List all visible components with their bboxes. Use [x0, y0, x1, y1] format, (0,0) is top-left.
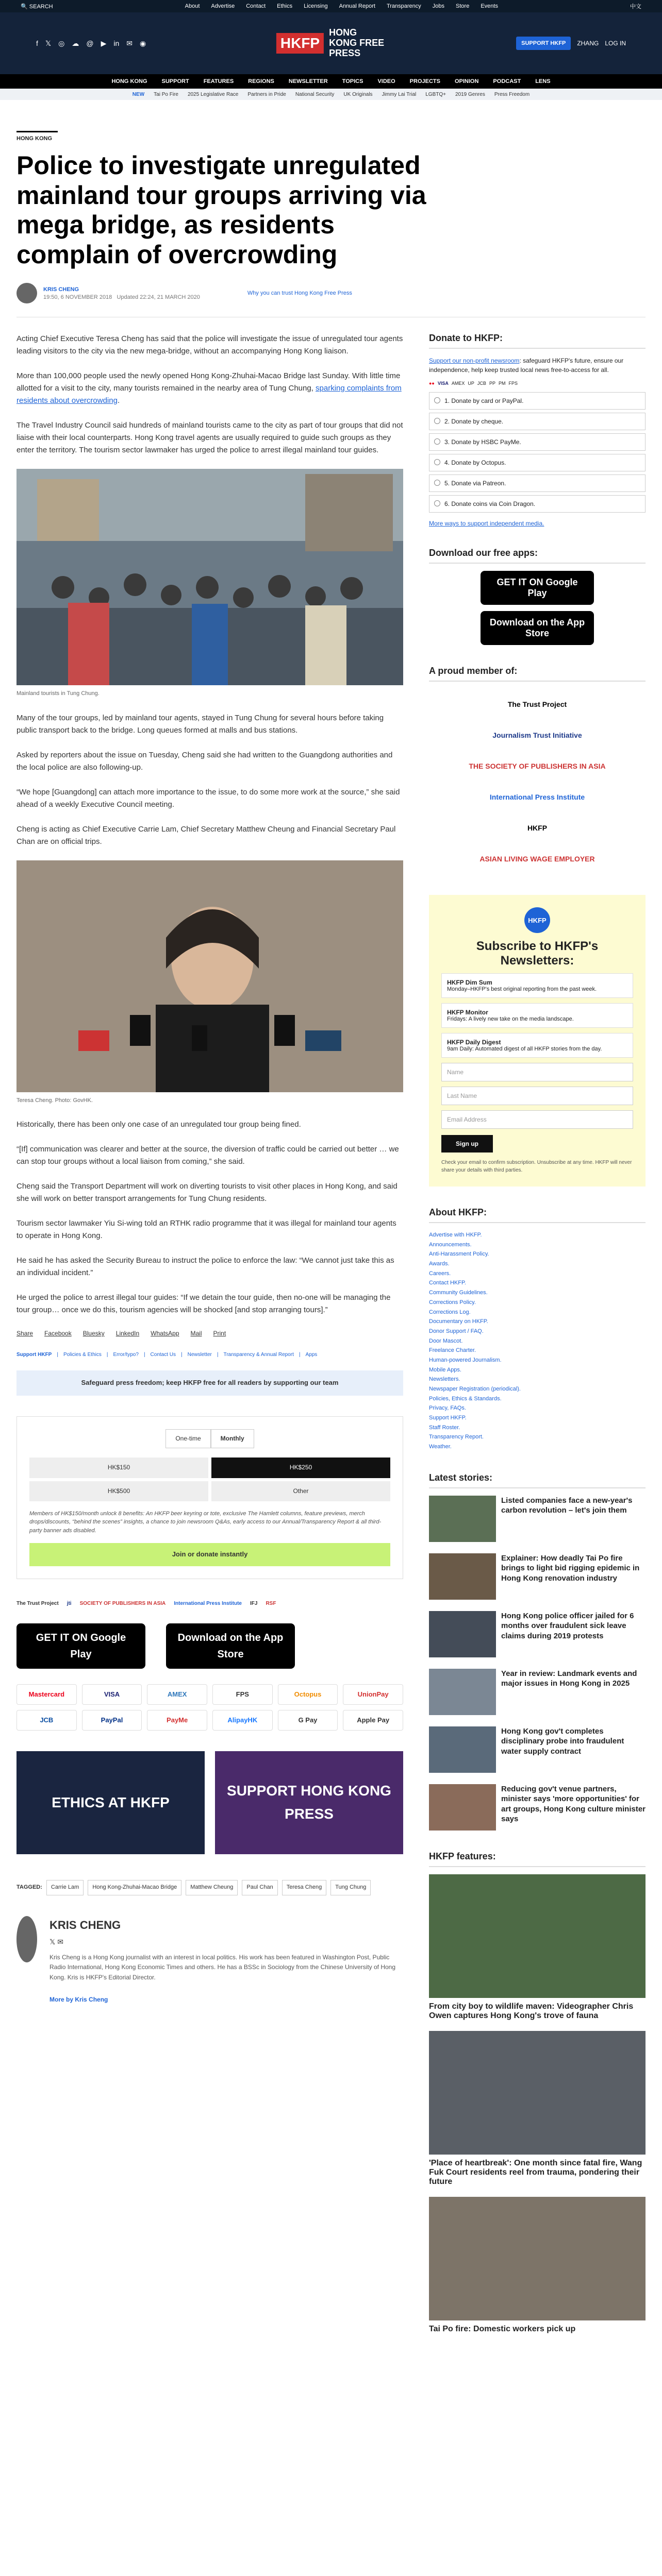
author-photo [16, 1916, 37, 1962]
app-store-badge[interactable]: Download on the App Store [166, 1623, 295, 1669]
app-store-badge[interactable]: Download on the App Store [481, 611, 594, 645]
tag-link[interactable]: UK Originals [343, 91, 373, 97]
hkfp-logo-badge: HKFP [524, 907, 550, 933]
about-link[interactable]: Corrections Log. [429, 1309, 471, 1315]
member-logo: Journalism Trust Initiative [492, 731, 582, 739]
footer-link[interactable]: Contact Us [150, 1352, 176, 1358]
about-link[interactable]: Contact HKFP. [429, 1280, 466, 1286]
top-link-annual-report[interactable]: Annual Report [339, 3, 375, 9]
fps-icon: FPS [212, 1684, 273, 1705]
article-title: Police to investigate unregulated mainland tour groups arriving via mega bridge, as residents complain of overcrowding [16, 151, 426, 269]
member-logo: ASIAN LIVING WAGE EMPLOYER [479, 855, 595, 863]
member-logo: The Trust Project [16, 1601, 59, 1607]
more-by-author-link[interactable]: More by Kris Cheng [49, 1995, 108, 2003]
fps-icon: FPS [508, 381, 518, 386]
article-tag[interactable]: Carrie Lam [46, 1880, 84, 1895]
byline-text [43, 286, 200, 300]
nav-opinion[interactable]: OPINION [454, 78, 479, 84]
donation-option[interactable]: 1. Donate by card or PayPal. [429, 392, 646, 410]
article-tag[interactable]: Tung Chung [330, 1880, 371, 1895]
article-body [16, 333, 403, 2344]
footer-link[interactable]: Error/typo? [113, 1352, 139, 1358]
paragraph: Asked by reporters about the issue on Tuesday, Cheng said she had written to the Guangdong authorities and the local police are also following-up. [16, 750, 393, 772]
language-link[interactable]: 中文 [630, 4, 641, 10]
membership-logos [16, 1600, 403, 1608]
paragraph: He said he has asked the Security Bureau to instruct the police to enforce the law: “We cannot just take this as an individual incident.” [16, 1256, 394, 1278]
latest-story[interactable]: Listed companies face a new-year's carbon revolution – let's join them [429, 1496, 646, 1542]
subscribe-heading: Subscribe to HKFP's Newsletters: [476, 939, 599, 968]
updated-date: Updated 22:24, 21 MARCH 2020 [117, 294, 200, 300]
share-bluesky[interactable]: Bluesky [82, 1330, 105, 1337]
paragraph: Many of the tour groups, led by mainland tour agents, stayed in Tung Chung for several hours before taking public transport back to the bridge. Long queues formed at malls and bus stations. [16, 713, 384, 735]
x-icon[interactable]: 𝕏 [49, 1937, 56, 1946]
top-link-about[interactable]: About [185, 3, 200, 9]
tag-link[interactable]: Partners in Pride [247, 91, 286, 97]
share-linkedin[interactable]: LinkedIn [115, 1330, 140, 1337]
subscribe-note: Check your email to confirm subscription. Unsubscribe at any time. HKFP will never share your details with third parties. [441, 1160, 632, 1173]
donation-option[interactable]: 5. Donate via Patreon. [429, 474, 646, 492]
donate-intro: Support our non-profit newsroom: safeguard HKFP's future, ensure our independence, help keep trusted local news free-to-access for all. [429, 357, 624, 374]
newsletter-signup [429, 895, 646, 1187]
feature-image [429, 1874, 646, 1998]
nav-support[interactable]: SUPPORT [161, 78, 189, 84]
googlepay-icon: G Pay [278, 1710, 338, 1731]
nav-topics[interactable]: TOPICS [342, 78, 363, 84]
member-logo: International Press Institute [489, 793, 585, 801]
share-mail[interactable]: Mail [190, 1330, 202, 1337]
member-heading: A proud member of: [429, 666, 646, 682]
x-icon[interactable]: 𝕏 [45, 39, 52, 47]
amount-option-selected[interactable]: HK$250 [211, 1458, 390, 1478]
nav-newsletter[interactable]: NEWSLETTER [288, 78, 328, 84]
nav-hong-kong[interactable]: HONG KONG [111, 78, 147, 84]
member-logo: International Press Institute [174, 1601, 242, 1607]
member-logo: IFJ [250, 1601, 258, 1607]
monthly-tab[interactable]: Monthly [211, 1429, 254, 1448]
feature-story[interactable]: 'Place of heartbreak': One month since fatal fire, Wang Fuk Court residents reel from trauma, pondering their future [429, 2031, 646, 2187]
photo-caption: Mainland tourists in Tung Chung. [16, 690, 100, 697]
about-link[interactable]: Door Mascot. [429, 1337, 463, 1344]
trending-tags [0, 89, 662, 100]
latest-story[interactable]: Explainer: How deadly Tai Po fire brings to light bid rigging epidemic in Hong Kong renovation industry [429, 1553, 646, 1600]
member-logo: RSF [266, 1601, 276, 1607]
site-logo[interactable]: HKFP HONG KONG FREE PRESS [276, 28, 386, 58]
author-bio: Kris Cheng is a Hong Kong journalist with an interest in local politics. His work has been featured in Washington Post, Public Radio International, Hong Kong Economic Times and others. He has a BSSc in Sociology from the Chinese University of Hong Kong. Kris is HKFP's Editorial Director. [49, 1954, 396, 1981]
top-link-jobs[interactable]: Jobs [432, 3, 445, 9]
rss-icon[interactable]: ◉ [140, 39, 146, 47]
article-tag[interactable]: Paul Chan [242, 1880, 277, 1895]
story-thumbnail [429, 1726, 496, 1773]
member-logo: THE SOCIETY OF PUBLISHERS IN ASIA [469, 762, 606, 770]
jcb-icon: JCB [477, 381, 486, 386]
google-play-badge[interactable]: GET IT ON Google Play [481, 571, 594, 605]
about-link[interactable]: Transparency Report. [429, 1434, 484, 1440]
feature-image [429, 2197, 646, 2320]
about-link[interactable]: Corrections Policy. [429, 1299, 476, 1306]
story-thumbnail [429, 1669, 496, 1715]
byline [16, 283, 646, 303]
last-name-field[interactable]: Last Name [441, 1087, 633, 1105]
amex-icon: AMEX [147, 1684, 207, 1705]
newsletter-option[interactable]: HKFP Daily Digest 9am Daily: Automated digest of all HKFP stories from the day. [441, 1033, 633, 1058]
email-icon[interactable]: ✉ [57, 1937, 63, 1946]
author-avatar [16, 283, 37, 303]
amount-option-other[interactable]: Other [211, 1481, 390, 1501]
latest-story[interactable]: Hong Kong police officer jailed for 6 months over fraudulent sick leave claims during 2019 protests [429, 1611, 646, 1657]
alipay-icon: AlipayHK [212, 1710, 273, 1731]
facebook-icon[interactable]: f [36, 39, 38, 47]
publish-date: 19:50, 6 NOVEMBER 2018 [43, 294, 112, 300]
paragraph: Cheng said the Transport Department will work on diverting tourists to visit other places in Hong Kong, and said she will work on better transport arrangements for Tung Chung residents. [16, 1182, 398, 1204]
one-time-tab[interactable]: One-time [166, 1429, 210, 1448]
donation-option[interactable]: 4. Donate by Octopus. [429, 454, 646, 471]
email-icon[interactable]: ✉ [126, 39, 133, 47]
footer-link[interactable]: Transparency & Annual Report [223, 1352, 294, 1358]
google-play-badge[interactable]: GET IT ON Google Play [16, 1623, 145, 1669]
top-link-contact[interactable]: Contact [246, 3, 266, 9]
donation-option[interactable]: 6. Donate coins via Coin Dragon. [429, 495, 646, 513]
brand-actions [516, 37, 626, 50]
newsletter-option[interactable]: HKFP Monitor Fridays: A lively new take on the media landscape. [441, 1003, 633, 1028]
unionpay-icon: UP [468, 381, 474, 386]
support-button[interactable]: SUPPORT HKFP [516, 37, 571, 50]
mastercard-icon: ●● [429, 381, 435, 386]
email-field[interactable]: Email Address [441, 1110, 633, 1129]
youtube-icon[interactable]: ▶ [101, 39, 107, 47]
social-links [36, 39, 146, 48]
nav-regions[interactable]: REGIONS [248, 78, 274, 84]
paragraph: “[If] communication was clearer and better at the source, the diversion of traffic could be carried out better … we can stop tour groups without a local liaison from coming,” she said. [16, 1145, 399, 1166]
about-link[interactable]: Newspaper Registration (periodical). [429, 1386, 521, 1392]
feature-story[interactable]: Tai Po fire: Domestic workers pick up [429, 2197, 646, 2334]
about-links [429, 1230, 646, 1452]
article-tag[interactable]: Matthew Cheung [186, 1880, 238, 1895]
visa-icon: VISA [82, 1684, 142, 1705]
overcrowding-link[interactable]: sparking complaints from residents about overcrowding [16, 384, 402, 405]
about-link[interactable]: Policies, Ethics & Standards. [429, 1395, 502, 1402]
support-newsroom-link[interactable]: Support our non-profit newsroom [429, 357, 520, 364]
instagram-icon[interactable]: ◎ [58, 39, 65, 47]
paragraph: Cheng is acting as Chief Executive Carrie Lam, Chief Secretary Matthew Cheung and Financial Secretary Paul Chan are on official trips. [16, 824, 396, 846]
donation-options [429, 392, 646, 513]
linkedin-icon[interactable]: in [113, 39, 120, 47]
donation-widget [16, 1416, 403, 1579]
footer-link[interactable]: Support HKFP [16, 1352, 52, 1358]
trust-link[interactable]: Why you can trust Hong Kong Free Press [247, 290, 352, 296]
member-logo: HKFP [527, 824, 548, 832]
octopus-icon: Octopus [278, 1684, 338, 1705]
support-promo[interactable]: SUPPORT HONG KONG PRESS [215, 1751, 403, 1854]
paragraph: More than 100,000 people used the newly opened Hong Kong-Zhuhai-Macao Bridge last Sunday. With little time allotted for a visit to the city, many tourists remained in the nearby area of Tung Chung, sparking complaints from residents about overcrowding. [16, 371, 402, 405]
main-navigation [0, 74, 662, 89]
top-link-advertise[interactable]: Advertise [211, 3, 235, 9]
share-label: Share [16, 1330, 34, 1337]
article-tag[interactable]: Teresa Cheng [282, 1880, 327, 1895]
share-facebook[interactable]: Facebook [44, 1330, 72, 1337]
apps-heading: Download our free apps: [429, 548, 646, 564]
tag-link[interactable]: LGBTQ+ [425, 91, 446, 97]
about-link[interactable]: Support HKFP. [429, 1415, 467, 1421]
photo-caption: Teresa Cheng. Photo: GovHK. [16, 1097, 93, 1104]
member-logo: jti [67, 1601, 72, 1607]
about-link[interactable]: Staff Roster. [429, 1424, 460, 1431]
share-print[interactable]: Print [213, 1330, 226, 1337]
paypal-icon: PP [489, 381, 495, 386]
page-container [16, 131, 646, 2344]
search-link[interactable]: 🔍 SEARCH [21, 3, 53, 10]
paragraph: “We hope [Guangdong] can attach more importance to the issue, to do some more work at the source,” she said ahead of a weekly Executive Council meeting. [16, 787, 400, 809]
about-link[interactable]: Advertise with HKFP. [429, 1232, 482, 1238]
member-logo: The Trust Project [507, 700, 567, 708]
about-link[interactable]: Awards. [429, 1261, 450, 1267]
signup-button[interactable]: Sign up [441, 1135, 493, 1153]
donate-heading: Donate to HKFP: [429, 333, 646, 349]
paragraph: The Travel Industry Council said hundreds of mainland tourists came to the city as part of tour groups that did not liaise with their local counterparts. Hong Kong travel agents are usually required to guide such groups as they enter the territory. The tourism sector lawmaker has urged the police to arrest illegal mainland tour guides. [16, 421, 403, 454]
frequency-toggle [29, 1429, 390, 1448]
story-thumbnail [429, 1611, 496, 1657]
latest-story[interactable]: Year in review: Landmark events and major issues in Hong Kong in 2025 [429, 1669, 646, 1715]
article-tags [16, 1880, 403, 1895]
bluesky-icon[interactable]: ☁ [72, 39, 79, 47]
payme-icon: PayMe [147, 1710, 207, 1731]
footer-link[interactable]: Policies & Ethics [63, 1352, 102, 1358]
amount-options [29, 1458, 390, 1501]
about-link[interactable]: Mobile Apps. [429, 1366, 461, 1373]
promo-banners [16, 1751, 403, 1854]
tourists-photo [16, 469, 403, 685]
paypal-icon: PayPal [82, 1710, 142, 1731]
author-box [16, 1916, 403, 2005]
about-link[interactable]: Freelance Charter. [429, 1347, 476, 1354]
feature-story[interactable]: From city boy to wildlife maven: Videographer Chris Owen captures Hong Kong's trove of fauna [429, 1874, 646, 2021]
ethics-promo[interactable]: ETHICS AT HKFP [16, 1751, 205, 1854]
app-store-badges [16, 1623, 403, 1669]
story-thumbnail [429, 1784, 496, 1831]
tag-link[interactable]: Tai Po Fire [154, 91, 178, 97]
donation-option[interactable]: 2. Donate by cheque. [429, 413, 646, 430]
section-label[interactable]: HONG KONG [16, 131, 58, 142]
lang-switch[interactable]: ZHANG [577, 40, 599, 47]
author-social-icons [49, 1936, 403, 1947]
about-link[interactable]: Documentary on HKFP. [429, 1318, 488, 1325]
article-tag[interactable]: Hong Kong-Zhuhai-Macao Bridge [88, 1880, 181, 1895]
name-field[interactable]: Name [441, 1063, 633, 1081]
author-name[interactable]: KRIS CHENG [43, 286, 79, 293]
tagged-label: TAGGED: [16, 1884, 42, 1891]
story-thumbnail [429, 1553, 496, 1600]
latest-story[interactable]: Reducing gov't venue partners, minister says 'more opportunities' for art groups, Hong Kong culture minister says [429, 1784, 646, 1831]
about-link[interactable]: Newsletters. [429, 1376, 460, 1383]
top-link-ethics[interactable]: Ethics [277, 3, 293, 9]
article-footer-links: Support HKFP | Policies & Ethics | Error/typo? | Contact Us | Newsletter | Transparency & Annual Report | Apps [16, 1351, 403, 1359]
sidebar-payment-icons [429, 381, 646, 386]
safeguard-banner[interactable]: Safeguard press freedom; keep HKFP free for all readers by supporting our team [16, 1370, 403, 1396]
latest-story[interactable]: Hong Kong gov't completes disciplinary probe into fraudulent water supply contract [429, 1726, 646, 1773]
tag-link[interactable]: 2019 Genres [455, 91, 485, 97]
nav-podcast[interactable]: PODCAST [493, 78, 521, 84]
about-link[interactable]: Anti-Harassment Policy. [429, 1251, 489, 1258]
top-links [53, 3, 630, 9]
tag-link[interactable]: Jimmy Lai Trial [382, 91, 417, 97]
story-thumbnail [429, 1496, 496, 1542]
share-bar [16, 1329, 403, 1338]
join-donate-button[interactable]: Join or donate instantly [29, 1543, 390, 1566]
mastercard-icon: Mastercard [16, 1684, 77, 1705]
threads-icon[interactable]: @ [86, 39, 94, 47]
content-columns [16, 333, 646, 2344]
applepay-icon: Apple Pay [343, 1710, 403, 1731]
top-link-store[interactable]: Store [456, 3, 470, 9]
teresa-cheng-photo [16, 860, 403, 1092]
footer-link[interactable]: Apps [305, 1352, 318, 1358]
tag-link[interactable]: National Security [295, 91, 335, 97]
sidebar [429, 333, 646, 2344]
about-link[interactable]: Announcements. [429, 1241, 472, 1248]
member-logo: SOCIETY OF PUBLISHERS IN ASIA [79, 1601, 166, 1607]
amount-option[interactable]: HK$150 [29, 1458, 208, 1478]
about-heading: About HKFP: [429, 1207, 646, 1223]
about-link[interactable]: Privacy, FAQs. [429, 1405, 466, 1412]
newsletter-option[interactable]: HKFP Dim Sum Monday–HKFP's best original reporting from the past week. [441, 973, 633, 998]
nav-video[interactable]: VIDEO [377, 78, 395, 84]
paragraph: Tourism sector lawmaker Yiu Si-wing told an RTHK radio programme that it was illegal for mainland tour agents to operate in Hong Kong. [16, 1219, 396, 1241]
top-link-licensing[interactable]: Licensing [304, 3, 328, 9]
more-ways-link[interactable]: More ways to support independent media. [429, 520, 544, 527]
brand-bar [0, 12, 662, 74]
new-badge: NEW [132, 91, 145, 97]
share-whatsapp[interactable]: WhatsApp [151, 1330, 179, 1337]
nav-lens[interactable]: LENS [535, 78, 551, 84]
amount-option[interactable]: HK$500 [29, 1481, 208, 1501]
paragraph: Acting Chief Executive Teresa Cheng has said that the police will investigate the issue of unregulated tour agents leading visitors to the city via the new mega-bridge, without an accompanying Hong Kong liaison. [16, 334, 403, 355]
unionpay-icon: UnionPay [343, 1684, 403, 1705]
paragraph: Historically, there has been only one case of an unregulated tour group being fined. [16, 1120, 301, 1129]
top-utility-bar [0, 0, 662, 12]
amex-icon: AMEX [451, 381, 465, 386]
nav-projects[interactable]: PROJECTS [409, 78, 440, 84]
payme-icon: PM [498, 381, 506, 386]
jcb-icon: JCB [16, 1710, 77, 1731]
about-link[interactable]: Careers. [429, 1270, 451, 1277]
footer-link[interactable]: Newsletter [187, 1352, 212, 1358]
visa-icon: VISA [437, 381, 449, 386]
about-link[interactable]: Weather. [429, 1444, 452, 1450]
membership-benefits: Members of HK$150/month unlock 8 benefits: An HKFP beer keyring or tote, exclusive The Hamlett columns, feature previews, merch drops/discounts, “behind the scenes” insights, a chance to join newsroom Q&As, early access to our Annual/Transparency Report & all third-party banner ads disabled. [29, 1510, 382, 1534]
donation-option[interactable]: 3. Donate by HSBC PayMe. [429, 433, 646, 451]
payment-methods [16, 1684, 403, 1731]
tag-link[interactable]: Press Freedom [494, 91, 530, 97]
latest-heading: Latest stories: [429, 1472, 646, 1488]
feature-image [429, 2031, 646, 2155]
top-link-events[interactable]: Events [481, 3, 498, 9]
tag-link[interactable]: 2025 Legislative Race [187, 91, 239, 97]
paragraph: He urged the police to arrest illegal tour guides: “If we detain the tour guide, then no-one will be managing the tour group… once we do this, tourism agencies will be shocked [and stop arranging tours].” [16, 1293, 391, 1315]
about-link[interactable]: Donor Support / FAQ. [429, 1328, 484, 1334]
about-link[interactable]: Human-powered Journalism. [429, 1357, 502, 1363]
top-link-transparency[interactable]: Transparency [386, 3, 421, 9]
nav-features[interactable]: FEATURES [203, 78, 234, 84]
about-link[interactable]: Community Guidelines. [429, 1290, 488, 1296]
author-box-name[interactable]: KRIS CHENG [49, 1918, 121, 1931]
features-heading: HKFP features: [429, 1851, 646, 1867]
login-link[interactable]: LOG IN [605, 40, 626, 47]
